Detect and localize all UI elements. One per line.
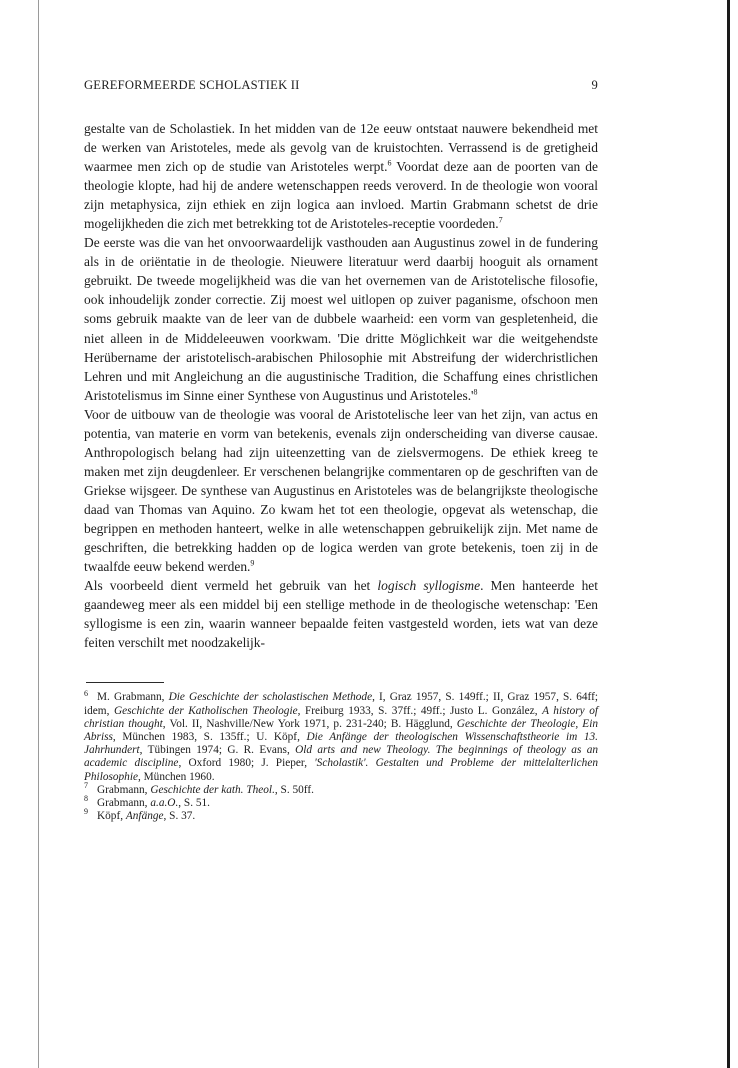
text-run: , S. 50ff. <box>274 783 314 796</box>
text-run: , S. 51. <box>178 796 210 809</box>
scan-edge-left <box>38 0 39 1068</box>
italic-text: Die Anfänge der theologischen Wissenschaftstheorie im 13. Jahrhundert <box>84 730 598 757</box>
text-run: M. Grabmann, <box>97 691 169 704</box>
text-run: , Oxford 1980; J. Pieper, <box>178 757 315 770</box>
text-run: Grabmann, <box>97 796 151 809</box>
text-run: , S. 37. <box>163 810 196 823</box>
text-run: gestalte van de Scholastiek. In het midden van de 12e eeuw ontstaat nauwere bekendheid met de werken van Aristoteles, mede als gevolg van de kruistochten. Verrassend is de gretigheid waarmee men zich op de studie van Aristoteles werpt. <box>84 121 598 175</box>
paragraph <box>84 119 598 233</box>
italic-text: 'Scholastik'. Gestalten und Probleme der mittelalterlichen Philosophie <box>84 757 598 783</box>
italic-text: Geschichte der Katholischen Theologie <box>113 704 298 717</box>
footnote: $^9$ Köpf, Anfänge, S. 37. <box>84 807 196 823</box>
running-head-title: GEREFORMEERDE SCHOLASTIEK II <box>84 78 300 92</box>
paragraph <box>84 405 598 576</box>
italic-text: Old arts and new Theology. The beginnings of theology as an academic discipline <box>84 744 598 770</box>
footnote-ref: 8 <box>473 387 478 397</box>
text-run: . Men hanteerde het gaandeweg meer als een middel bij een stellige methode in de theologische wetenschap: 'Een syllogisme is een zin, waarin wanneer bepaalde feiten vastgesteld worden, iets wat van deze feiten verschilt met noodzakelijk- <box>84 578 598 651</box>
text-run: Grabmann, <box>97 783 151 796</box>
paragraph <box>84 576 598 652</box>
footnote-rule <box>86 682 164 683</box>
footnote-ref: 9 <box>250 558 255 568</box>
text-run: , Tübingen 1974; G. R. Evans, <box>139 744 296 757</box>
book-page <box>84 78 598 823</box>
page-number: 9 <box>591 78 598 92</box>
footnote: $^8$ Grabmann, a.a.O., S. 51. <box>84 794 210 809</box>
text-run: , München 1960. <box>137 770 215 783</box>
paragraph <box>84 233 598 404</box>
footnote-ref: 7 <box>498 215 503 225</box>
italic-text: Geschichte der kath. Theol. <box>150 783 275 796</box>
footnote: $^7$ Grabmann, Geschichte der kath. Theol., S. 50ff. <box>84 780 314 796</box>
footnote-ref: 6 <box>387 158 392 168</box>
text-run: , Vol. II, Nashville/New York 1971, p. 231-240; B. Hägglund, <box>162 717 457 730</box>
text-run: , I, Graz 1957, S. 149ff.; II, Graz 1957, S. 64ff; idem, <box>84 691 599 717</box>
scan-edge-right <box>727 0 730 1068</box>
italic-text: Geschichte der Theologie, Ein Abriss <box>84 717 598 743</box>
text-run: Köpf, <box>97 810 126 823</box>
text-run: Voor de uitbouw van de theologie was vooral de Aristotelische leer van het zijn, van actus en potentia, van materie en vorm van betekenis, evenals zijn onderscheiding van diverse causae. Anthropologisch belang had zijn uiteenzetting van de zielsvermogens. De ethiek kreeg te maken met zijn deugdenleer. Er verschenen belangrijke commentaren op de geschriften van de Griekse wijsgeer. De synthese van Augustinus en Aristoteles was de belangrijkste theologische daad van Thomas van Aquino. Zo kwam het tot een theologie, opgevat als wetenschap, die begrippen en methoden hanteert, welke in alle wetenschappen gebruikelijk zijn. Met name de geschriften, die betrekking hadden op de logica werden van grote betekenis, toen zij in de twaalfde eeuw bekend werden. <box>84 406 598 575</box>
footnotes <box>84 688 599 823</box>
text-run: De eerste was die van het onvoorwaardelijk vasthouden aan Augustinus zowel in de fundering als in de oriëntatie in de theologie. Nieuwere literatuur werd daarbij hooguit als ornament gebruikt. De tweede mogelijkheid was die van het overnemen van de Aristotelische filosofie, ook inhoudelijk zonder correctie. Zij moest wel uitlopen op zuiver paganisme, ofschoon men soms gebruik maakte van de leer van de dubbele waarheid: een vorm van gespletenheid, die niet alleen in de Middeleeuwen voorkwam. 'Die dritte Möglichkeit war die weitgehendste Herübername der aristotelisch-arabischen Philosophie mit Abstreifung der widerchristlichen Lehren und mit Angleichung an die augustinische Tradition, die Schaffung eines christlichen Aristotelismus im Sinne einer Synthese von Augustinus und Aristoteles.' <box>84 235 598 403</box>
italic-text: Anfänge <box>125 810 164 823</box>
running-head <box>84 78 598 93</box>
footnote: $^6$ M. Grabmann, Die Geschichte der scholastischen Methode, I, Graz 1957, S. 149ff.; II, Graz 1957, S. 64ff; idem, Geschichte der Katholischen Theologie, Freiburg 1933, S. 37ff.; 49ff.; Justo L. González, A history of christian thought, Vol. II, Nashville/New York 1971, p. 231-240; B. Hägglund, Geschichte der Theologie, Ein Abriss, München 1983, S. 135ff.; U. Köpf, Die Anfänge der theologischen Wissenschaftstheorie im 13. Jahrhundert, Tübingen 1974; G. R. Evans, Old arts and new Theology. The beginnings of theology as an academic discipline, Oxford 1980; J. Pieper, 'Scholastik'. Gestalten und Probleme der mittelalterlichen Philosophie, München 1960. <box>84 688 599 783</box>
text-run: , Freiburg 1933, S. 37ff.; 49ff.; Justo L. González, <box>297 704 543 717</box>
italic-text: A history of christian thought <box>84 704 598 730</box>
text-run: , München 1983, S. 135ff.; U. Köpf, <box>112 730 307 743</box>
text-run: Als voorbeeld dient vermeld het gebruik van het <box>84 578 378 594</box>
italic-text: a.a.O. <box>150 796 179 809</box>
italic-text: Die Geschichte der scholastischen Methode <box>168 691 373 704</box>
body-text <box>84 119 598 652</box>
italic-text: logisch syllogisme <box>377 578 481 594</box>
text-run: Voordat deze aan de poorten van de theologie klopte, had hij de andere wetenschappen reeds veroverd. In de theologie won vooral zijn metaphysica, zijn ethiek en zijn logica aan invloed. Martin Grabmann schetst de drie mogelijkheden die zich met betrekking tot de Aristoteles-receptie voordeden. <box>84 159 598 232</box>
